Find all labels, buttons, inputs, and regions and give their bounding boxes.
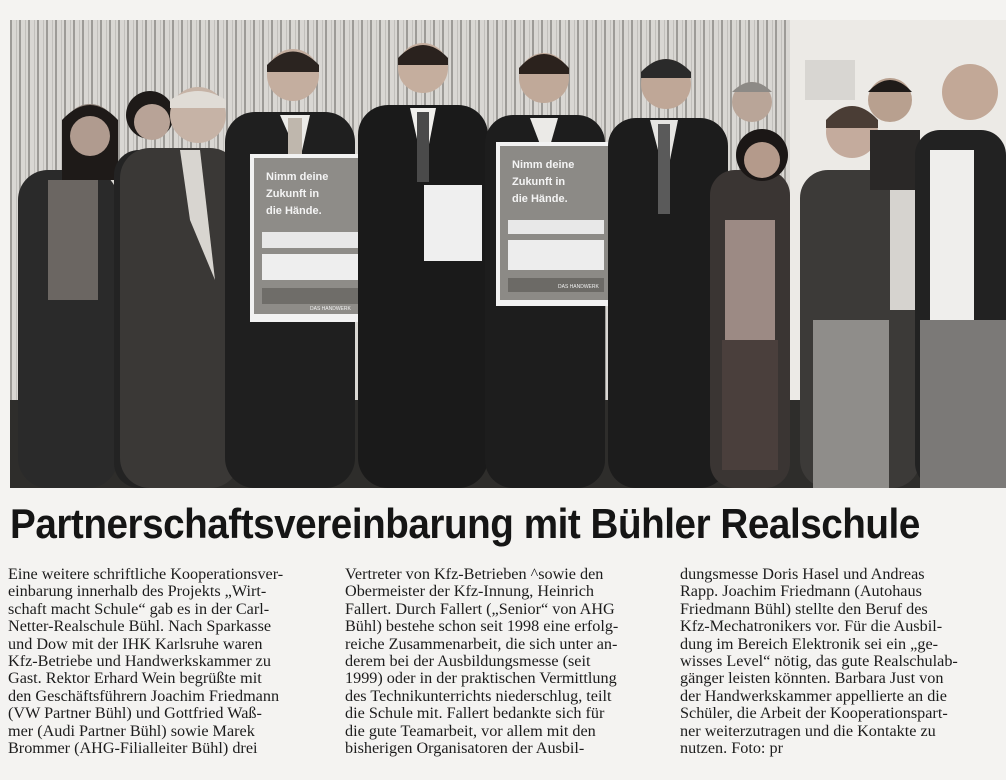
text-line: der Handwerkskammer appellierte an die <box>680 686 947 705</box>
person-9 <box>710 129 790 488</box>
poster-right-brand: DAS HANDWERK <box>558 284 599 290</box>
text-line: des Technikunterrichts niederschlug, teilt <box>345 686 612 705</box>
text-line: Netter-Realschule Bühl. Nach Sparkasse <box>8 617 272 636</box>
group-photo <box>10 20 1006 488</box>
poster-right <box>496 142 616 306</box>
text-line: Vertreter von Kfz-Betrieben ^sowie den <box>345 565 604 583</box>
text-line: die gute Teamarbeit, vor allem mit den <box>345 721 596 740</box>
text-line: Rapp. Joachim Friedmann (Autohaus <box>680 582 922 601</box>
text-line: einbarung innerhalb des Projekts „Wirt- <box>8 582 267 601</box>
person-5 <box>358 43 488 488</box>
text-line: Schüler, die Arbeit der Kooperationspart- <box>680 704 948 723</box>
text-line: dung im Bereich Elektronik sei ein „ge- <box>680 634 939 653</box>
text-line: mer (Audi Partner Bühl) sowie Marek <box>8 721 255 740</box>
person-8 <box>732 82 772 122</box>
text-line: Kfz-Betriebe und Handwerkskammer zu <box>8 651 271 670</box>
poster-left-title-1: Nimm deine <box>266 171 329 183</box>
text-line: die Schule mit. Fallert bedankte sich für <box>345 704 605 723</box>
text-line: Brommer (AHG-Filialleiter Bühl) drei <box>8 738 258 757</box>
poster-left-brand: DAS HANDWERK <box>310 306 351 312</box>
text-line: Gast. Rektor Erhard Wein begrüßte mit <box>8 669 262 688</box>
text-line: Bühl) bestehe schon seit 1998 eine erfolg- <box>345 617 619 636</box>
text-line: wisses Level“ nötig, das gute Realschulab- <box>680 651 958 670</box>
poster-right-title-3: die Hände. <box>512 193 568 205</box>
text-line: derem bei der Ausbildungsmesse (seit <box>345 651 591 670</box>
text-line: schaft macht Schule“ gab es in der Carl- <box>8 599 270 618</box>
text-line: und Dow mit der IHK Karlsruhe waren <box>8 634 263 653</box>
text-line: nutzen. Foto: pr <box>680 738 783 757</box>
article-headline: Partnerschaftsvereinbarung mit Bühler Realschule <box>10 500 920 547</box>
article-column-3 <box>680 566 1002 757</box>
text-line: dungsmesse Doris Hasel und Andreas <box>680 565 925 583</box>
poster-right-title-1: Nimm deine <box>512 159 575 171</box>
poster-left-title-2: Zukunft in <box>266 188 320 200</box>
document-held <box>424 185 482 261</box>
text-line: reiche Zusammenarbeit, die sich unter an- <box>345 634 618 653</box>
poster-right-title-2: Zukunft in <box>512 176 566 188</box>
text-line: Eine weitere schriftliche Kooperationsver- <box>8 565 284 583</box>
poster-left-title-3: die Hände. <box>266 205 322 217</box>
text-line: bisherigen Organisatoren der Ausbil- <box>345 738 585 757</box>
text-line: Kfz-Mechatronikers vor. Für die Ausbil- <box>680 617 943 636</box>
text-line: gänger leisten könnten. Barbara Just von <box>680 669 944 688</box>
poster-left <box>250 154 370 322</box>
text-line: (VW Partner Bühl) und Gottfried Waß- <box>8 704 262 723</box>
text-line: 1999) oder in der praktischen Vermittlung <box>345 669 617 688</box>
article-column-2 <box>345 566 667 757</box>
text-line: Obermeister der Kfz-Innung, Heinrich <box>345 582 595 601</box>
text-line: Friedmann Bühl) stellte den Beruf des <box>680 599 928 618</box>
article-column-1 <box>8 566 330 757</box>
text-line: Fallert. Durch Fallert („Senior“ von AHG <box>345 599 615 618</box>
text-line: ner weiterzutragen und die Kontakte zu <box>680 721 936 740</box>
text-line: den Geschäftsführern Joachim Friedmann <box>8 686 280 705</box>
